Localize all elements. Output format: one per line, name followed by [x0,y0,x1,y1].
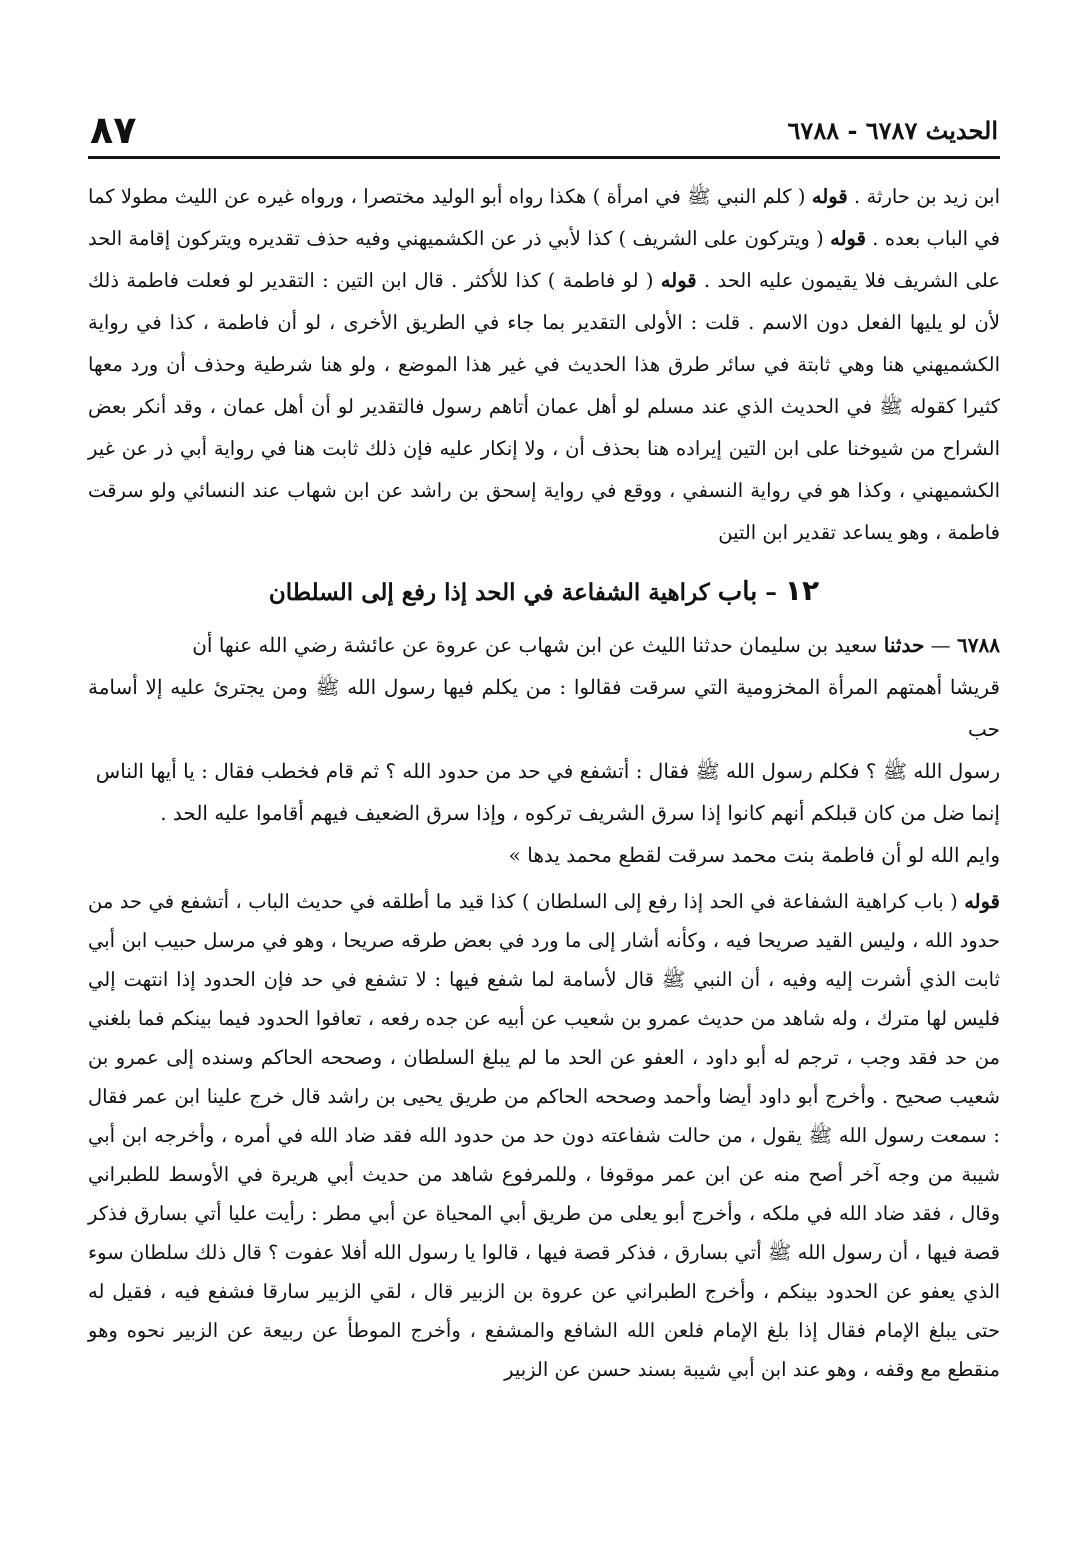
hadith-opening: حدثنا [883,633,925,657]
qawluhu-keyword: قوله [964,890,1000,913]
commentary-text: ( كلم النبي ﷺ في امرأة ) هكذا رواه أبو الوليد مختصرا ، ورواه غيره عن الليث مطولا كما في الباب بعده . [88,185,1000,250]
hadith-line: قريشا أهمتهم المرأة المخزومية التي سرقت فقالوا : من يكلم فيها رسول الله ﷺ ومن يجترئ عليه إلا أسامة حب [88,675,1000,741]
page-number: ٨٧ [90,108,137,152]
qawluhu-keyword: قوله [830,227,866,250]
commentary-continued [88,176,1000,554]
hadith-line: رسول الله ﷺ ؟ فكلم رسول الله ﷺ فقال : أتشفع في حد من حدود الله ؟ ثم قام فخطب فقال : يا أيها الناس [95,759,1000,783]
hadith-number: ٦٧٨٨ [957,633,1000,657]
qawluhu-keyword: قوله [811,185,848,208]
hadith-line: ٦٧٨٨ — حدثنا سعيد بن سليمان حدثنا الليث عن ابن شهاب عن عروة عن عائشة رضي الله عنها أن [192,633,1000,657]
qawluhu-keyword: قوله [660,269,697,292]
book-page [88,108,1000,1508]
header-rule [88,156,1000,159]
page-header [88,108,1000,156]
hadith-text [88,624,1000,876]
commentary-text: ( باب كراهية الشفاعة في الحد إذا رفع إلى السلطان ) كذا قيد ما أطلقه في حديث الباب ، أتشفع في حد من حدود الله ، وليس القيد صريحا فيه ، وكأنه أشار إلى ما ورد في بعض طرقه صريحا ، وهو في مرسل حبيب ابن أبي ثابت الذي أشرت إليه وفيه ، أن النبي ﷺ قال لأسامة لما شفع فيها : لا تشفع في حد فإن الحدود إذا انتهت إلي فليس لها مترك ، وله شاهد من حديث عمرو بن شعيب عن أبيه عن جده رفعه ، تعافوا الحدود فيما بينكم فما بلغني من حد فقد وجب ، ترجم له أبو داود ، العفو عن الحد ما لم يبلغ السلطان ، وصححه الحاكم وسنده إلى عمرو بن شعيب صحيح . وأخرج أبو داود أيضا وأحمد وصححه الحاكم من طريق يحيى بن راشد قال خرج علينا ابن عمر فقال : سمعت رسول الله ﷺ يقول ، من حالت شفاعته دون حد من حدود الله فقد ضاد الله في أمره ، وأخرجه ابن أبي شيبة من وجه آخر أصح منه عن ابن عمر موقوفا ، وللمرفوع شاهد من حديث أبي هريرة في الأوسط للطبراني وقال ، فقد ضاد الله في ملكه ، وأخرج أبو يعلى من طريق أبي المحياة عن أبي مطر : رأيت عليا أتي بسارق فذكر قصة فيها ، أن رسول الله ﷺ أتي بسارق ، فذكر قصة فيها ، قالوا يا رسول الله أفلا عفوت ؟ قال ذلك سلطان سوء الذي يعفو عن الحدود بينكم ، وأخرج الطبراني عن عروة بن الزبير قال ، لقي الزبير سارقا فشفع فيه ، فقيل له حتى يبلغ الإمام فقال إذا بلغ الإمام فلعن الله الشافع والمشفع ، وأخرج الموطأ عن ربيعة عن الزبير نحوه وهو منقطع مع وقفه ، وهو عند ابن أبي شيبة بسند حسن عن الزبير [88,890,1000,1381]
commentary-text: ابن زيد بن حارثة . [847,185,1000,208]
chapter-heading: ١٢ – باب كراهية الشفاعة في الحد إذا رفع إلى السلطان [268,574,820,607]
chapter-word: باب [717,577,758,607]
chapter-commentary [88,882,1000,1389]
commentary-text: ( ويتركون على الشريف ) كذا لأبي ذر عن الكشميهني وفيه حذف تقديره ويتركون إقامة الحد على الشريف فلا يقيمون عليه الحد . [88,227,1000,292]
hadith-line: وايم الله لو أن فاطمة بنت محمد سرقت لقطع محمد يدها » [508,843,1000,867]
chapter-number: ١٢ [784,574,820,607]
chapter-title: كراهية الشفاعة في الحد إذا رفع إلى السلطان [268,579,710,606]
hadith-line-text: سعيد بن سليمان حدثنا الليث عن ابن شهاب عن عروة عن عائشة رضي الله عنها أن [192,633,878,657]
hadith-line: إنما ضل من كان قبلكم أنهم كانوا إذا سرق الشريف تركوه ، وإذا سرق الضعيف فيهم أقاموا عليه الحد . [160,801,1000,825]
commentary-text: ( لو فاطمة ) كذا للأكثر . قال ابن التين : التقدير لو فعلت فاطمة ذلك لأن لو يليها الفعل دون الاسم . قلت : الأولى التقدير بما جاء في الطريق الأخرى ، لو أن فاطمة ، كذا في رواية الكشميهني هنا وهي ثابتة في سائر طرق هذا الحديث في غير هذا الموضع ، ولو هنا شرطية وحذف أن ورد معها كثيرا كقوله ﷺ في الحديث الذي عند مسلم لو أهل عمان أتاهم رسول فالتقدير لو أن أهل عمان ، وقد أنكر بعض الشراح من شيوخنا على ابن التين إيراده هنا بحذف أن ، ولا إنكار عليه فإن ذلك ثابت هنا في رواية أبي ذر عن غير الكشميهني ، وكذا هو في رواية النسفي ، ووقع في رواية إسحق بن راشد عن ابن شهاب عند النسائي ولو سرقت فاطمة ، وهو يساعد تقدير ابن التين [88,269,1000,544]
running-head: الحديث ٦٧٨٧ - ٦٧٨٨ [787,116,998,145]
